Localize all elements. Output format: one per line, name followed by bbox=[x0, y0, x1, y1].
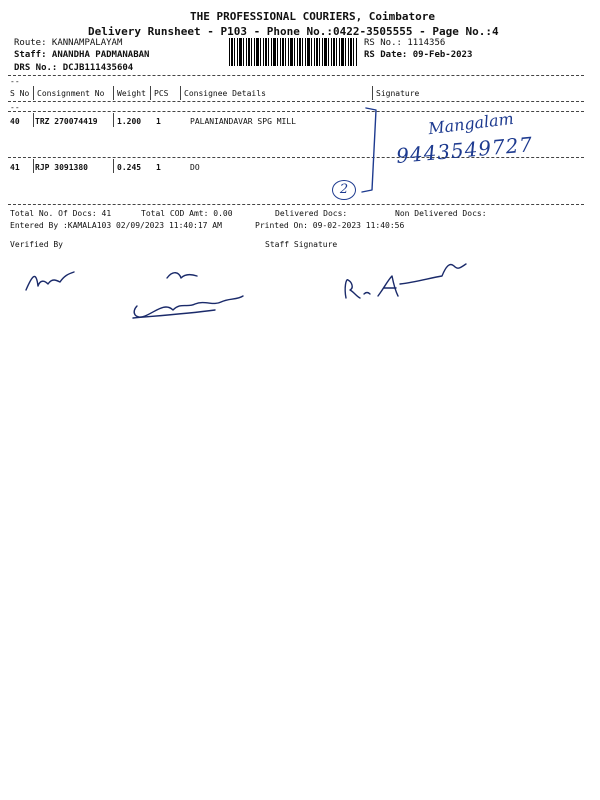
circled-count-text: 2 bbox=[339, 182, 349, 197]
col-header-sno: S No bbox=[10, 89, 30, 98]
row-pcs: 1 bbox=[156, 117, 161, 126]
route-label: Route: KANNAMPALAYAM bbox=[14, 38, 123, 48]
rs-date: RS Date: 09-Feb-2023 bbox=[364, 50, 473, 60]
divider-mark: -- bbox=[10, 77, 20, 86]
verified-signature-1 bbox=[22, 262, 82, 302]
delivered-docs: Delivered Docs: bbox=[275, 209, 348, 218]
row-consignee: DO bbox=[190, 163, 200, 172]
row-sno: 41 bbox=[10, 163, 20, 172]
drs-number: DRS No.: DCJB111435604 bbox=[14, 63, 134, 73]
col-header-weight: Weight bbox=[117, 89, 146, 98]
row-consignee: PALANIANDAVAR SPG MILL bbox=[190, 117, 296, 126]
row-pcs: 1 bbox=[156, 163, 161, 172]
verified-signature-2 bbox=[125, 266, 255, 326]
row-weight: 0.245 bbox=[117, 163, 142, 172]
company-title: THE PROFESSIONAL COURIERS, Coimbatore bbox=[190, 10, 436, 23]
staff-signature-label: Staff Signature bbox=[265, 240, 338, 249]
col-header-consignment: Consignment No bbox=[37, 89, 105, 98]
printed-on: Printed On: 09-02-2023 11:40:56 bbox=[255, 221, 405, 230]
entered-by: Entered By :KAMALA103 02/09/2023 11:40:17 AM bbox=[10, 221, 222, 230]
non-delivered-docs: Non Delivered Docs: bbox=[395, 209, 487, 218]
runsheet-title: Delivery Runsheet - P103 - Phone No.:0422-3505555 - Page No.:4 bbox=[88, 25, 499, 38]
total-docs: Total No. Of Docs: 41 bbox=[10, 209, 112, 218]
divider-mark: -- bbox=[10, 103, 20, 112]
row-weight: 1.200 bbox=[117, 117, 142, 126]
col-header-signature: Signature bbox=[376, 89, 420, 98]
col-header-consignee: Consignee Details bbox=[184, 89, 266, 98]
signature-bracket bbox=[0, 0, 600, 210]
rs-number: RS No.: 1114356 bbox=[364, 38, 446, 48]
receiver-name-handwritten: Mangalam bbox=[427, 108, 515, 139]
total-cod: Total COD Amt: 0.00 bbox=[141, 209, 233, 218]
staff-label: Staff: ANANDHA PADMANABAN bbox=[14, 50, 150, 60]
col-header-pcs: PCS bbox=[154, 89, 169, 98]
verified-by-label: Verified By bbox=[10, 240, 63, 249]
row-sno: 40 bbox=[10, 117, 20, 126]
receiver-phone-handwritten: 9443549727 bbox=[395, 132, 535, 168]
row-consignment: TRZ 270074419 bbox=[35, 117, 98, 126]
circled-count-handwritten bbox=[332, 180, 356, 200]
row-consignment: RJP 3091380 bbox=[35, 163, 88, 172]
staff-signature bbox=[338, 258, 478, 308]
